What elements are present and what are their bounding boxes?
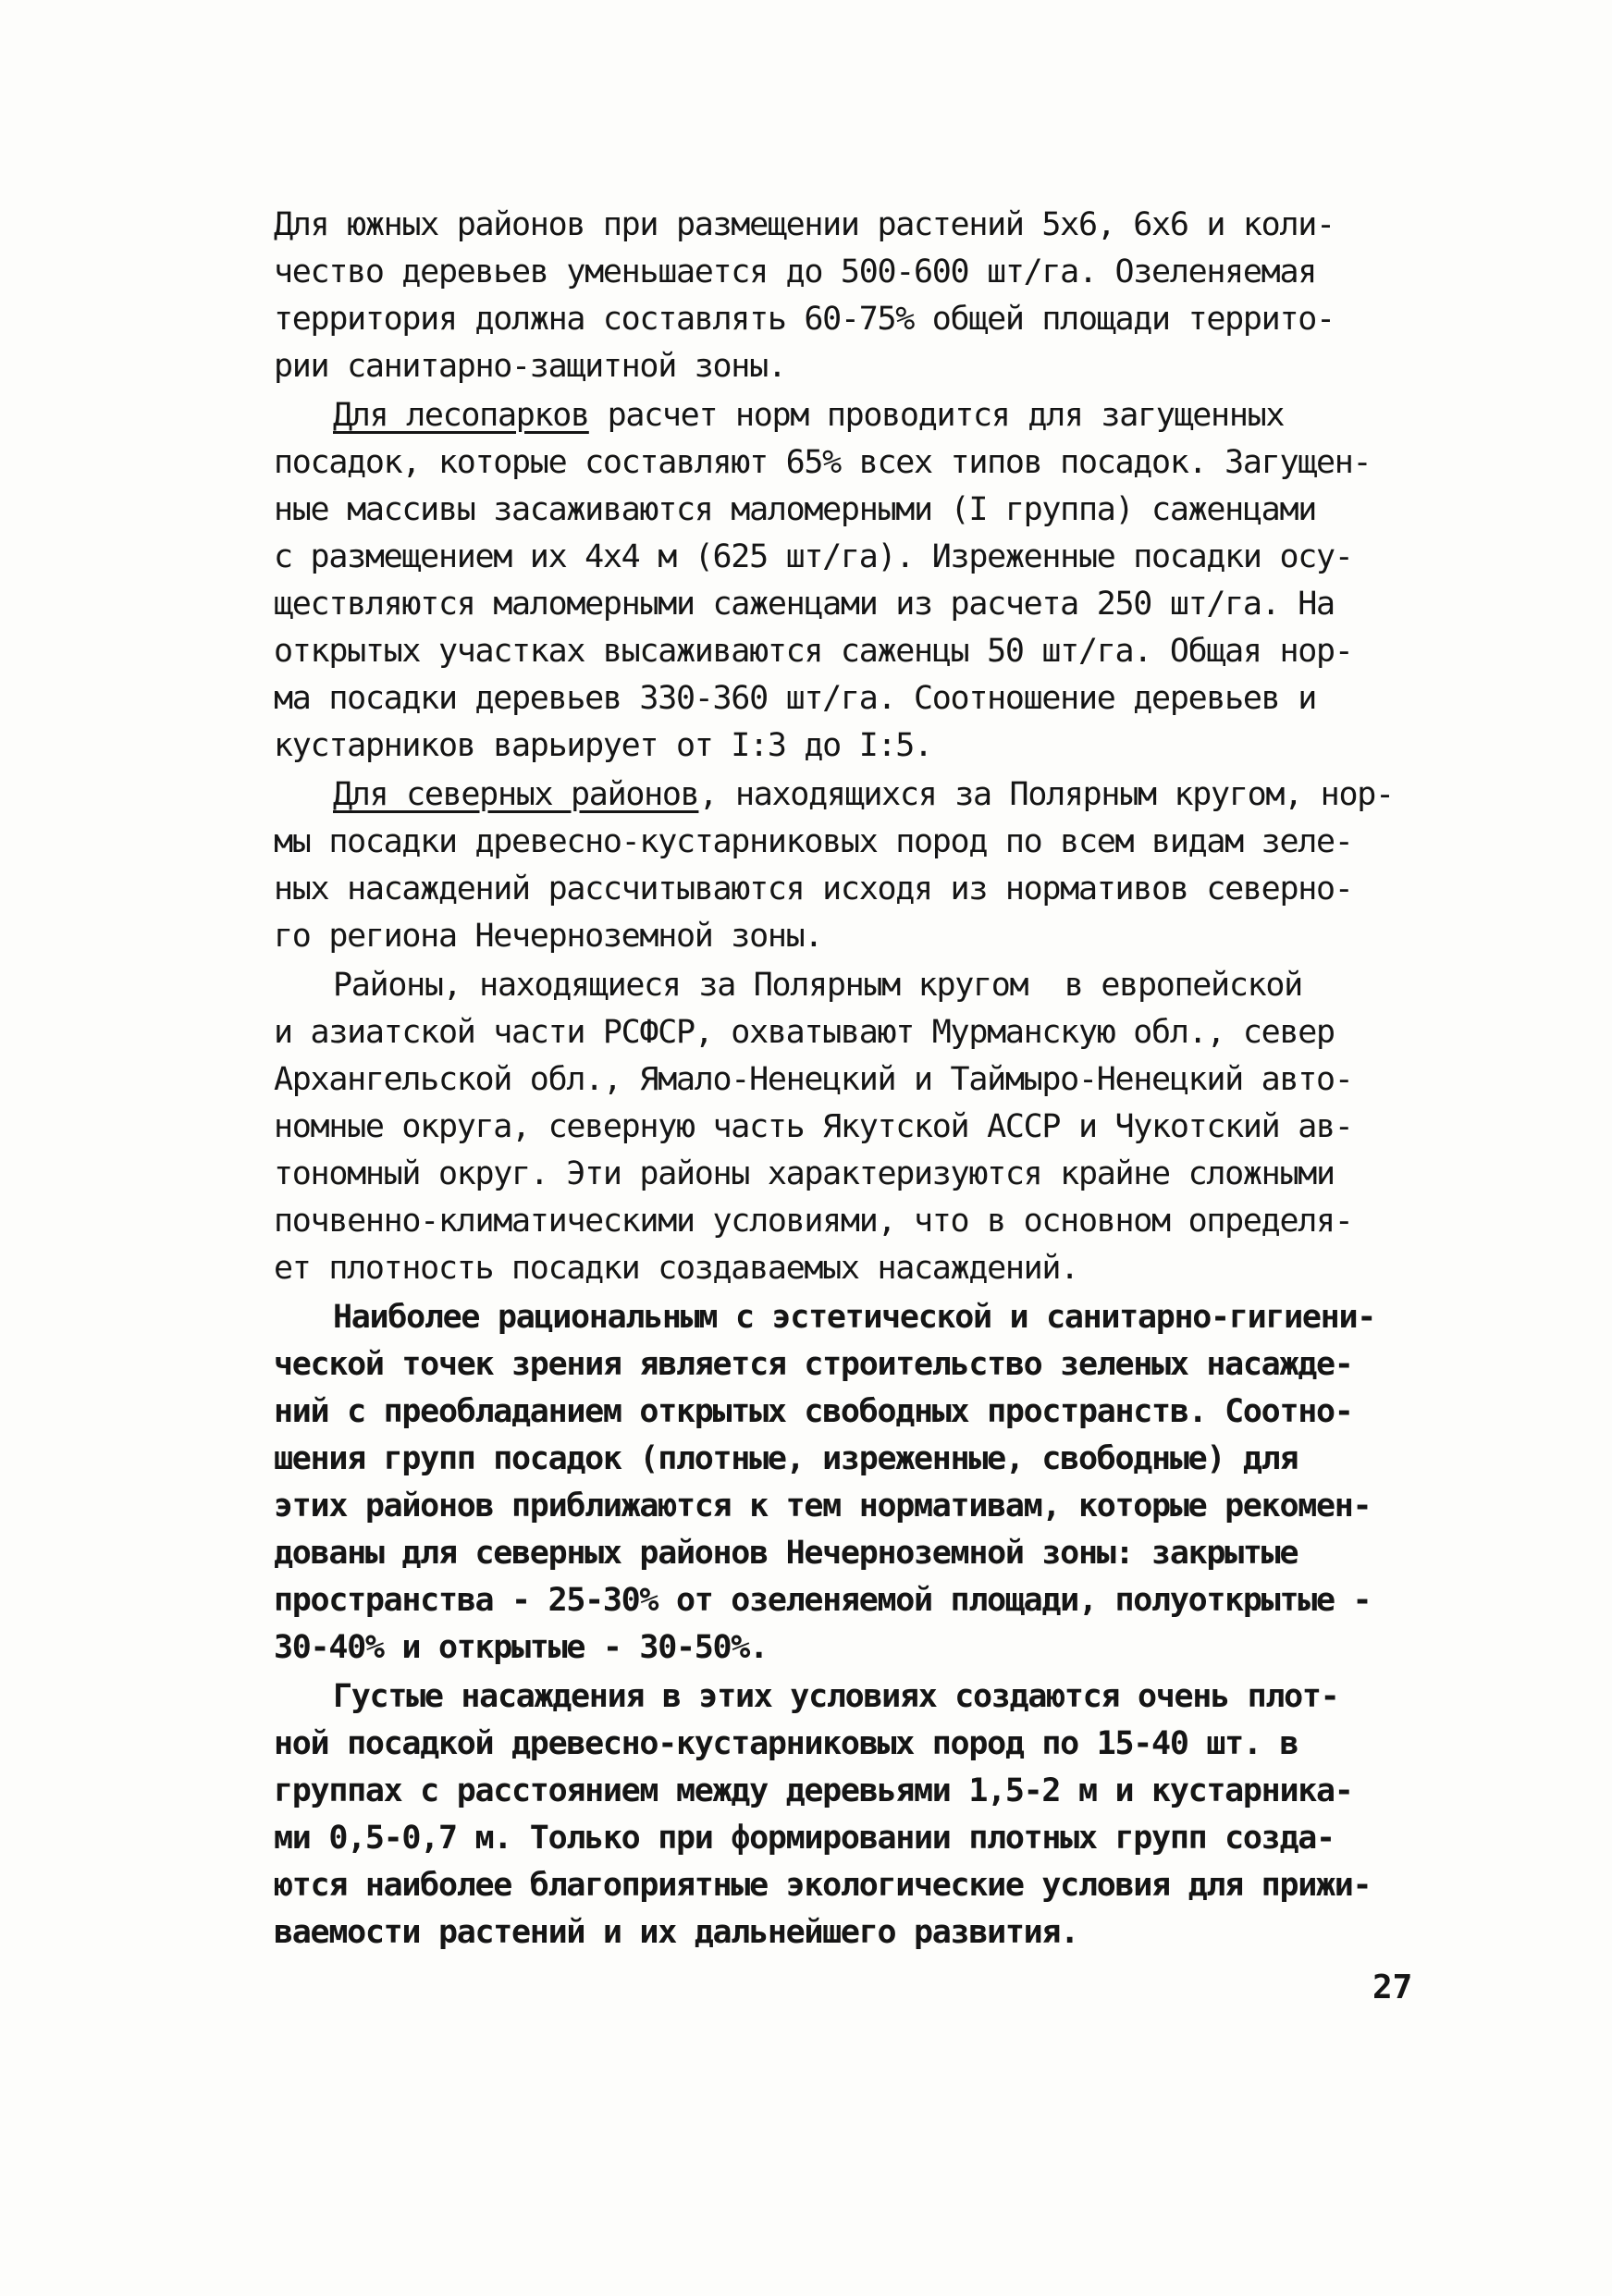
paragraph-southern-regions [274,202,1421,390]
text-line: ми 0,5-0,7 м. Только при формировании плотных групп созда- [274,1820,1335,1857]
paragraph-dense-plantings [274,1673,1421,1957]
paragraph-rational-construction [274,1294,1421,1672]
text-line: ются наиболее благоприятные экологические условия для прижи- [274,1867,1372,1904]
text-line: ных насаждений рассчитываются исходя из нормативов северно- [274,870,1353,907]
paragraph-northern-regions [274,772,1421,960]
text-line: дованы для северных районов Нечерноземной зоны: закрытые [274,1535,1298,1572]
text-line: тономный округ. Эти районы характеризуются крайне сложными [274,1155,1335,1192]
text-fragment: расчет норм проводится для загущенных [588,397,1285,434]
paragraph-arctic-regions [274,962,1421,1292]
page-number: 27 [1372,1969,1413,2006]
text-line: рии санитарно-защитной зоны. [274,348,786,385]
text-line: почвенно-климатическими условиями, что в основном определя- [274,1203,1353,1240]
text-line: пространства - 25-30% от озеленяемой площади, полуоткрытые - [274,1582,1372,1619]
text-line: ет плотность посадки создаваемых насаждений. [274,1250,1078,1287]
text-line: 30-40% и открытые - 30-50%. [274,1629,768,1666]
text-line: этих районов приближаются к тем нормативам, которые рекомен- [274,1487,1372,1524]
text-line: посадок, которые составляют 65% всех типов посадок. Загущен- [274,444,1372,481]
underlined-heading-northern-regions: Для северных районов [333,776,699,813]
text-line: ний с преобладанием открытых свободных пространств. Соотно- [274,1393,1353,1430]
text-line: и азиатской части РСФСР, охватывают Мурманскую обл., север [274,1014,1335,1051]
text-line: номные округа, северную часть Якутской АССР и Чукотский ав- [274,1108,1353,1145]
underlined-heading-forest-parks: Для лесопарков [333,397,589,434]
text-line: мы посадки древесно-кустарниковых пород по всем видам зеле- [274,823,1353,860]
text-line: Густые насаждения в этих условиях создаются очень плот- [333,1678,1339,1715]
text-line: чество деревьев уменьшается до 500-600 шт/га. Озеленяемая [274,253,1316,290]
body-text [274,202,1421,1958]
text-line: шения групп посадок (плотные, изреженные, свободные) для [274,1440,1298,1477]
text-line [274,772,1421,819]
text-line: ваемости растений и их дальнейшего развития. [274,1914,1078,1951]
text-line: ческой точек зрения является строительство зеленых насажде- [274,1346,1353,1383]
text-fragment: , находящихся за Полярным кругом, нор- [698,776,1394,813]
text-line: группах с расстоянием между деревьями 1,5-2 м и кустарника- [274,1772,1353,1809]
text-line: ма посадки деревьев 330-360 шт/га. Соотношение деревьев и [274,680,1316,717]
text-line: Районы, находящиеся за Полярным кругом в европейской [333,967,1302,1004]
text-line: ной посадкой древесно-кустарниковых пород по 15-40 шт. в [274,1725,1298,1762]
text-line: территория должна составлять 60-75% общей площади террито- [274,301,1335,338]
text-line: открытых участках высаживаются саженцы 50 шт/га. Общая нор- [274,633,1353,670]
text-line: с размещением их 4х4 м (625 шт/га). Изреженные посадки осу- [274,538,1353,575]
text-line: Наиболее рациональным с эстетической и санитарно-гигиени- [333,1299,1375,1336]
text-line: Для южных районов при размещении растений 5х6, 6х6 и коли- [274,206,1335,243]
text-line: кустарников варьирует от I:3 до I:5. [274,727,932,764]
text-line: Архангельской обл., Ямало-Ненецкий и Таймыро-Ненецкий авто- [274,1061,1353,1098]
text-line: ществляются маломерными саженцами из расчета 250 шт/га. На [274,586,1335,623]
text-line [274,392,1421,439]
text-line: го региона Нечерноземной зоны. [274,918,823,955]
paragraph-forest-parks [274,392,1421,770]
text-line: ные массивы засаживаются маломерными (I группа) саженцами [274,491,1316,528]
